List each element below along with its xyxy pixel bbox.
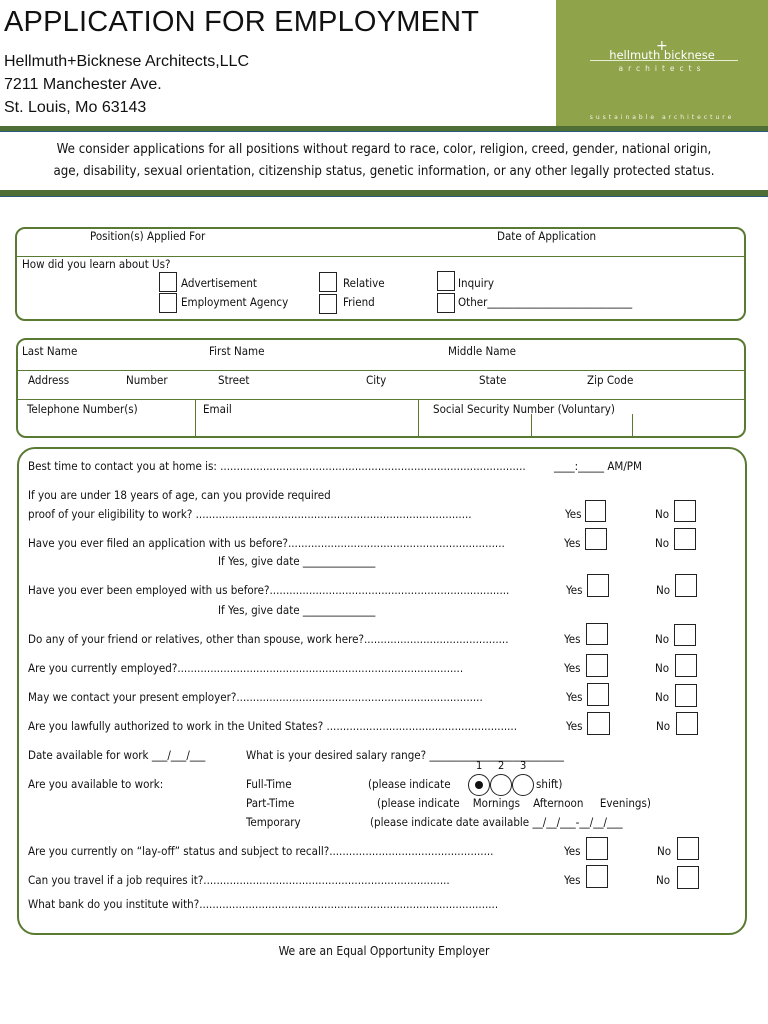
logo-left: hellmuth <box>609 48 661 62</box>
notice-divider-thin <box>0 196 768 197</box>
inquiry-checkbox[interactable] <box>437 271 455 291</box>
work-authorization-question: Are you lawfully authorized to work in the United States? .......................................................... <box>28 719 517 733</box>
telephone-label: Telephone Number(s) <box>27 402 138 416</box>
travel-yes-checkbox[interactable] <box>586 865 608 888</box>
travel-question: Can you travel if a job requires it?........................................................................... <box>28 873 450 887</box>
personal-info-section <box>16 338 746 438</box>
filed-yes-label: Yes <box>564 536 581 550</box>
personal-divider-2 <box>17 399 745 400</box>
under18-yes-label: Yes <box>565 507 582 521</box>
company-address-line1: 7211 Manchester Ave. <box>4 76 162 93</box>
logo-rule <box>590 60 738 61</box>
currently-employed-question: Are you currently employed?....................................................................................... <box>28 661 464 675</box>
authorization-no-label: No <box>656 719 671 733</box>
employed-before-no-label: No <box>656 583 671 597</box>
employment-agency-label: Employment Agency <box>181 295 289 309</box>
travel-no-checkbox[interactable] <box>677 866 699 889</box>
notice-line1: We consider applications for all positions without regard to race, color, religion, creed, gender, national origin, <box>56 142 712 157</box>
employed-before-yes-label: Yes <box>566 583 583 597</box>
part-time-label: Part-Time <box>246 796 295 810</box>
other-field[interactable]: Other____________________________ <box>458 295 633 309</box>
under18-question-line1: If you are under 18 years of age, can you provide required <box>28 488 331 502</box>
bank-question-field[interactable]: What bank do you institute with?........................................................................................... <box>28 897 499 911</box>
equal-opportunity-statement: We are an Equal Opportunity Employer <box>278 944 490 958</box>
date-available-field[interactable]: Date available for work ___/___/___ <box>28 748 206 762</box>
city-label: City <box>366 373 387 387</box>
filed-application-question: Have you ever filed an application with us before?.................................................................. <box>28 536 505 550</box>
under18-no-label: No <box>655 507 670 521</box>
friends-yes-checkbox[interactable] <box>586 623 608 645</box>
ssn-vdivider-2 <box>632 414 633 437</box>
best-time-field[interactable]: ____:_____ AM/PM <box>554 459 642 473</box>
employed-before-date-field[interactable]: If Yes, give date ______________ <box>218 603 376 617</box>
shift-2-radio[interactable] <box>490 774 512 796</box>
friends-relatives-question: Do any of your friend or relatives, other than spouse, work here?............................................ <box>28 632 509 646</box>
friend-label: Friend <box>343 295 375 309</box>
logo-right: bicknese <box>663 48 715 62</box>
filed-no-checkbox[interactable] <box>674 528 696 550</box>
contact-employer-no-label: No <box>655 690 670 704</box>
shift-label: shift) <box>536 777 563 791</box>
contact-employer-no-checkbox[interactable] <box>675 684 697 707</box>
personal-vdivider-2 <box>418 400 419 437</box>
authorization-yes-label: Yes <box>566 719 583 733</box>
street-label: Street <box>218 373 250 387</box>
authorization-no-checkbox[interactable] <box>676 712 698 735</box>
ssn-label: Social Security Number (Voluntary) <box>433 402 615 416</box>
company-address-line2: St. Louis, Mo 63143 <box>4 99 147 116</box>
contact-employer-yes-checkbox[interactable] <box>587 683 609 706</box>
company-name: Hellmuth+Bicknese Architects,LLC <box>4 53 249 70</box>
personal-divider-1 <box>17 370 745 371</box>
filed-yes-checkbox[interactable] <box>585 528 607 550</box>
part-time-preference[interactable]: (please indicate Mornings Afternoon Evenings) <box>377 796 651 810</box>
relative-label: Relative <box>343 276 385 290</box>
logo-plus: + <box>656 38 668 54</box>
currently-employed-yes-checkbox[interactable] <box>586 654 608 677</box>
shift-1-selected-dot <box>475 781 483 789</box>
availability-question: Are you available to work: <box>28 777 164 791</box>
shift-2-number: 2 <box>498 759 505 772</box>
logo-subtitle: architects <box>618 64 706 73</box>
shift-3-radio[interactable] <box>512 774 534 796</box>
authorization-yes-checkbox[interactable] <box>587 712 610 735</box>
middle-name-label: Middle Name <box>448 344 516 358</box>
currently-employed-no-checkbox[interactable] <box>675 654 697 677</box>
ssn-vdivider-1 <box>531 414 532 437</box>
zip-code-label: Zip Code <box>587 373 634 387</box>
employed-before-question: Have you ever been employed with us before?......................................................................... <box>28 583 510 597</box>
page-title: APPLICATION FOR EMPLOYMENT <box>4 6 480 38</box>
first-name-label: First Name <box>209 344 265 358</box>
salary-range-field[interactable]: What is your desired salary range? __________________________ <box>246 748 564 762</box>
advertisement-checkbox[interactable] <box>159 272 177 292</box>
last-name-label: Last Name <box>22 344 78 358</box>
logo-tagline: sustainable architecture <box>589 114 735 121</box>
layoff-question: Are you currently on “lay-off” status and subject to recall?.................................................. <box>28 844 494 858</box>
inquiry-label: Inquiry <box>458 276 494 290</box>
under18-question-line2: proof of your eligibility to work? .................................................................................... <box>28 507 472 521</box>
currently-employed-yes-label: Yes <box>564 661 581 675</box>
travel-yes-label: Yes <box>564 873 581 887</box>
contact-employer-yes-label: Yes <box>566 690 583 704</box>
shift-1-number: 1 <box>476 759 483 772</box>
relative-checkbox[interactable] <box>319 272 337 292</box>
date-of-application-label: Date of Application <box>497 229 597 243</box>
employed-before-no-checkbox[interactable] <box>675 574 697 597</box>
employment-agency-checkbox[interactable] <box>159 293 177 313</box>
friends-no-label: No <box>655 632 670 646</box>
advertisement-label: Advertisement <box>181 276 257 290</box>
under18-yes-checkbox[interactable] <box>585 500 606 522</box>
employed-before-yes-checkbox[interactable] <box>587 574 609 597</box>
layoff-no-label: No <box>657 844 672 858</box>
filed-date-field[interactable]: If Yes, give date ______________ <box>218 554 376 568</box>
other-checkbox[interactable] <box>437 293 455 313</box>
temporary-label: Temporary <box>246 815 301 829</box>
friends-yes-label: Yes <box>564 632 581 646</box>
company-logo <box>556 0 768 127</box>
under18-no-checkbox[interactable] <box>674 500 696 522</box>
layoff-no-checkbox[interactable] <box>677 837 699 860</box>
travel-no-label: No <box>656 873 671 887</box>
temporary-date-range[interactable]: (please indicate date available __/__/___-__/__/___ <box>370 815 623 829</box>
full-time-indicate-label: (please indicate <box>368 777 451 791</box>
contact-employer-question: May we contact your present employer?........................................................................... <box>28 690 483 704</box>
friends-no-checkbox[interactable] <box>674 624 696 646</box>
notice-line2: age, disability, sexual orientation, citizenship status, genetic information, or any other legally protected status. <box>53 164 715 179</box>
number-label: Number <box>126 373 168 387</box>
address-label: Address <box>28 373 70 387</box>
shift-3-number: 3 <box>520 759 527 772</box>
header-divider-thin <box>0 131 768 132</box>
position-label: Position(s) Applied For <box>90 229 206 243</box>
friend-checkbox[interactable] <box>319 294 337 314</box>
email-label: Email <box>203 402 232 416</box>
personal-vdivider-1 <box>195 400 196 437</box>
learn-about-us-label: How did you learn about Us? <box>22 257 171 271</box>
best-time-question: Best time to contact you at home is: ............................................................................................. <box>28 459 526 473</box>
full-time-label: Full-Time <box>246 777 292 791</box>
state-label: State <box>479 373 507 387</box>
layoff-yes-checkbox[interactable] <box>586 837 608 860</box>
shift-1-radio[interactable] <box>468 774 490 796</box>
currently-employed-no-label: No <box>655 661 670 675</box>
layoff-yes-label: Yes <box>564 844 581 858</box>
filed-no-label: No <box>655 536 670 550</box>
